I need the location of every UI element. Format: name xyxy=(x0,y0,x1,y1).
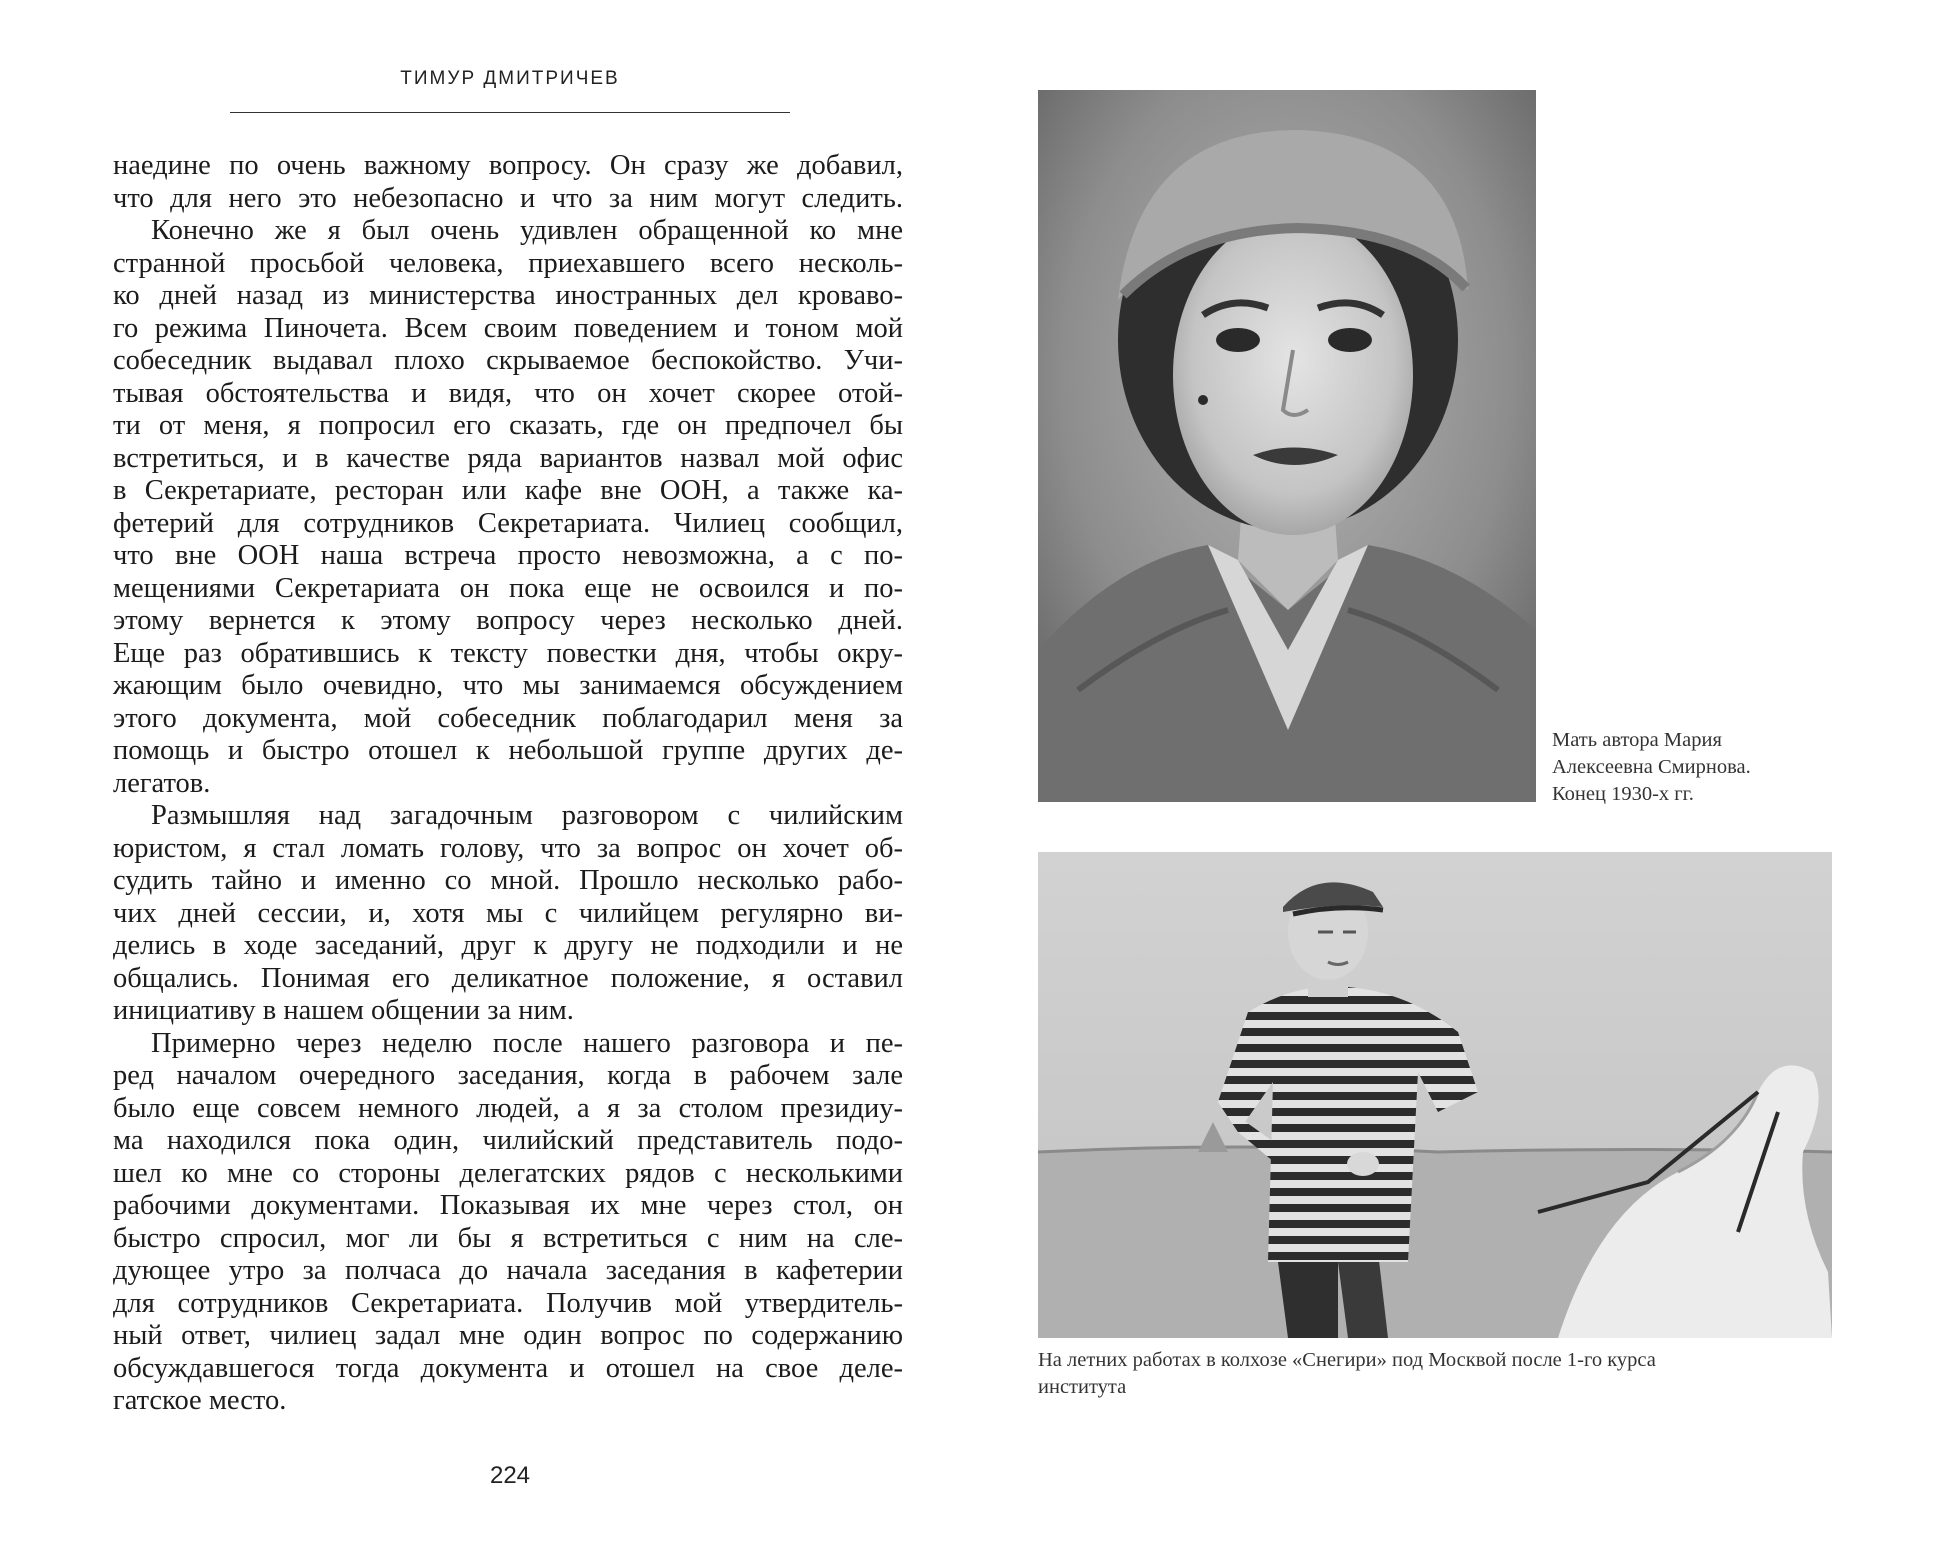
text-line: собеседник выдавал плохо скрываемое беспокойство. Учи- xyxy=(113,345,903,376)
text-line: юристом, я стал ломать голову, что за вопрос он хочет об- xyxy=(113,832,903,864)
horse-photo xyxy=(1038,852,1832,1338)
portrait-illustration xyxy=(1038,90,1536,802)
caption-line: На летних работах в колхозе «Снегири» под Москвой после 1-го курса xyxy=(1038,1349,1656,1371)
text-line: быстро спросил, мог ли бы я встретиться с ним на сле- xyxy=(113,1222,903,1254)
text-line: общались. Понимая его деликатное положение, я оставил xyxy=(113,962,903,994)
portrait-caption xyxy=(1552,727,1852,808)
page-number: 224 xyxy=(489,1462,531,1489)
text-line: ред началом очередного заседания, когда в рабочем зале xyxy=(113,1060,903,1091)
text-line: встретиться, и в качестве ряда вариантов назвал мой офис xyxy=(113,442,903,474)
text-line: чих дней сессии, и, хотя мы с чилийцем регулярно ви- xyxy=(113,897,903,929)
text-line: рабочими документами. Показывая их мне через стол, он xyxy=(113,1190,903,1221)
text-line: Размышляя над загадочным разговором с чилийским xyxy=(151,800,903,831)
text-line: судить тайно и именно со мной. Прошло несколько рабо- xyxy=(113,865,903,896)
text-line: шел ко мне со стороны делегатских рядов с несколькими xyxy=(113,1157,903,1189)
text-line: фетерий для сотрудников Секретариата. Чилиец сообщил, xyxy=(113,507,903,539)
body-text xyxy=(113,150,903,1418)
text-line: инициативу в нашем общении за ним. xyxy=(113,995,574,1026)
text-line: что вне ООН наша встреча просто невозможна, а с по- xyxy=(113,540,903,571)
caption-line: Конец 1930-х гг. xyxy=(1552,783,1694,805)
horse-illustration xyxy=(1038,852,1832,1338)
text-line: тывая обстоятельства и видя, что он хочет скорее отой- xyxy=(113,377,903,409)
text-line: что для него это небезопасно и что за ним могут следить. xyxy=(113,182,903,214)
text-line: в Секретариате, ресторан или кафе вне ООН, а также ка- xyxy=(113,475,903,506)
running-head: ТИМУР ДМИТРИЧЕВ xyxy=(400,68,620,89)
text-line: этому вернется к этому вопросу через несколько дней. xyxy=(113,605,903,636)
text-line: легатов. xyxy=(113,767,211,799)
text-line: для сотрудников Секретариата. Получив мой утвердитель- xyxy=(113,1287,903,1319)
text-line: было еще совсем немного людей, а я за столом президиу- xyxy=(113,1092,903,1124)
caption-line: Алексеевна Смирнова. xyxy=(1552,756,1751,778)
text-line: го режима Пиночета. Всем своим поведением и тоном мой xyxy=(113,312,903,344)
text-line: Конечно же я был очень удивлен обращенной ко мне xyxy=(151,215,903,246)
text-line: ко дней назад из министерства иностранных дел кроваво- xyxy=(113,280,903,311)
text-line: делись в ходе заседаний, друг к другу не подходили и не xyxy=(113,930,903,961)
text-line: наедине по очень важному вопросу. Он сразу же добавил, xyxy=(113,150,903,181)
text-line: этого документа, мой собеседник поблагодарил меня за xyxy=(113,702,903,734)
text-line: дующее утро за полчаса до начала заседания в кафетерии xyxy=(113,1255,903,1286)
text-line: странной просьбой человека, приехавшего всего несколь- xyxy=(113,247,903,279)
text-line: мещениями Секретариата он пока еще не освоился и по- xyxy=(113,572,903,604)
header-rule xyxy=(230,112,790,113)
portrait-photo xyxy=(1038,90,1536,802)
horse-caption xyxy=(1038,1347,1838,1401)
text-line: обсуждавшегося тогда документа и отошел на свое деле- xyxy=(113,1352,903,1384)
text-line: помощь и быстро отошел к небольшой группе других де- xyxy=(113,735,903,766)
text-line: ный ответ, чилиец задал мне один вопрос по содержанию xyxy=(113,1320,903,1351)
text-line: Примерно через неделю после нашего разговора и пе- xyxy=(151,1027,903,1059)
right-page xyxy=(980,0,1944,1549)
caption-line: Мать автора Мария xyxy=(1552,729,1722,751)
text-line: жающим было очевидно, что мы занимаемся обсуждением xyxy=(113,670,903,701)
text-line: ма находился пока один, чилийский представитель подо- xyxy=(113,1125,903,1156)
text-line: ти от меня, я попросил его сказать, где он предпочел бы xyxy=(113,410,903,441)
caption-line: института xyxy=(1038,1376,1127,1398)
text-line: гатское место. xyxy=(113,1385,287,1416)
text-line: Еще раз обратившись к тексту повестки дня, чтобы окру- xyxy=(113,637,903,669)
